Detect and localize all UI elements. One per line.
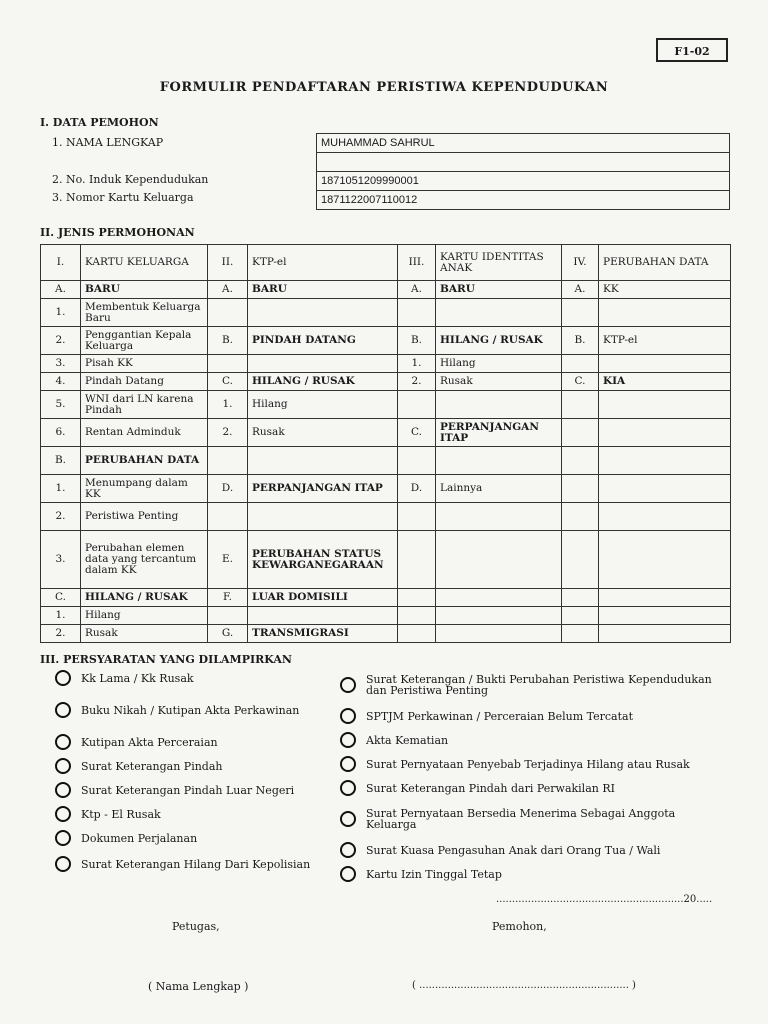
checkbox-circle-icon[interactable] [340,677,356,693]
item-label [599,503,731,531]
applicant-data-table [316,133,730,210]
requirement-label: Surat Keterangan Pindah Luar Negeri [81,783,295,797]
item-label[interactable]: PERUBAHAN DATA [81,447,208,475]
checkbox-circle-icon[interactable] [55,702,71,718]
item-code [398,503,436,531]
item-label [248,299,398,327]
item-label[interactable]: LUAR DOMISILI [248,589,398,607]
table-row [41,281,731,299]
checkbox-circle-icon[interactable] [55,782,71,798]
nik-label: 2. No. Induk Kependudukan [52,173,209,186]
item-code: 2. [398,373,436,391]
requirement-label: Buku Nikah / Kutipan Akta Perkawinan [81,703,300,717]
table-row [41,589,731,607]
checkbox-circle-icon[interactable] [340,866,356,882]
header-cell: KARTU KELUARGA [81,245,208,281]
item-label[interactable]: Penggantian Kepala Keluarga [81,327,208,355]
requirement-label: Kartu Izin Tinggal Tetap [366,867,502,881]
item-label [436,299,562,327]
nama-field-line2[interactable] [317,153,730,172]
item-code: 2. [41,625,81,643]
requirement-item[interactable] [340,708,720,724]
item-label [248,447,398,475]
item-label[interactable]: BARU [248,281,398,299]
item-label[interactable]: Lainnya [436,475,562,503]
section-1-heading: I. DATA PEMOHON [40,116,159,129]
table-header-row [41,245,731,281]
item-code [562,625,599,643]
item-label[interactable]: Perubahan elemen data yang tercantum dalam KK [81,531,208,589]
requirement-label: Surat Pernyataan Bersedia Menerima Sebagai Anggota Keluarga [366,807,676,831]
item-code [398,299,436,327]
requirement-label: Akta Kematian [366,733,449,747]
item-label[interactable]: WNI dari LN karena Pindah [81,391,208,419]
item-code: C. [41,589,81,607]
item-label [436,447,562,475]
item-code [208,355,248,373]
checkbox-circle-icon[interactable] [340,708,356,724]
table-row [41,607,731,625]
item-code: C. [562,373,599,391]
item-code: C. [398,419,436,447]
item-code [398,625,436,643]
form-code: F1-02 [656,38,728,62]
item-label[interactable]: Hilang [248,391,398,419]
item-code [562,419,599,447]
requirement-item[interactable] [55,856,325,872]
requirement-item[interactable] [55,702,325,718]
item-code: 3. [41,531,81,589]
item-code: 5. [41,391,81,419]
checkbox-circle-icon[interactable] [340,780,356,796]
item-code [562,355,599,373]
item-label [599,625,731,643]
requirement-label: Ktp - El Rusak [81,807,161,821]
item-code [562,607,599,625]
item-label[interactable]: Menumpang dalam KK [81,475,208,503]
item-code: A. [398,281,436,299]
section-2-heading: II. JENIS PERMOHONAN [40,226,195,239]
item-label [599,531,731,589]
item-code: B. [41,447,81,475]
item-code: 3. [41,355,81,373]
item-label [436,531,562,589]
requirement-item[interactable] [340,808,720,830]
header-cell: PERUBAHAN DATA [599,245,731,281]
item-label[interactable]: HILANG / RUSAK [248,373,398,391]
requirement-label: SPTJM Perkawinan / Perceraian Belum Tercatat [366,709,634,723]
requirement-item[interactable] [55,734,325,750]
table-row [41,419,731,447]
requirement-item[interactable] [340,674,720,696]
checkbox-circle-icon[interactable] [340,811,356,827]
table-row [41,391,731,419]
item-code: A. [208,281,248,299]
item-label[interactable]: KTP-el [599,327,731,355]
section-3-heading: III. PERSYARATAN YANG DILAMPIRKAN [40,653,292,666]
petugas-name: ( Nama Lengkap ) [148,980,249,993]
header-cell: KARTU IDENTITAS ANAK [436,245,562,281]
table-row [41,531,731,589]
item-code: D. [398,475,436,503]
item-label [599,607,731,625]
item-label[interactable]: BARU [436,281,562,299]
checkbox-circle-icon[interactable] [55,758,71,774]
item-label[interactable]: Peristiwa Penting [81,503,208,531]
item-code [208,447,248,475]
requirement-item[interactable] [340,866,720,882]
item-code: 2. [208,419,248,447]
checkbox-circle-icon[interactable] [340,842,356,858]
item-code: 4. [41,373,81,391]
requirement-label: Kutipan Akta Perceraian [81,735,218,749]
table-row [41,299,731,327]
item-label[interactable]: Rusak [248,419,398,447]
item-code: 1. [41,607,81,625]
table-row [41,625,731,643]
item-code [208,299,248,327]
requirement-item[interactable] [55,782,325,798]
item-code: A. [562,281,599,299]
application-type-table [40,244,731,643]
item-label[interactable]: HILANG / RUSAK [81,589,208,607]
item-label[interactable]: KK [599,281,731,299]
item-code [398,531,436,589]
item-code [562,475,599,503]
item-code: 1. [398,355,436,373]
requirement-item[interactable] [55,758,325,774]
item-code: G. [208,625,248,643]
item-label[interactable]: Hilang [436,355,562,373]
item-label [436,625,562,643]
item-code [562,299,599,327]
item-label[interactable]: PERUBAHAN STATUS KEWARGANEGARAAN [248,531,398,589]
kk-label: 3. Nomor Kartu Keluarga [52,191,194,204]
item-label [599,355,731,373]
table-row [41,475,731,503]
item-label [436,503,562,531]
item-code [562,589,599,607]
item-code: 1. [208,391,248,419]
item-label[interactable]: PERPANJANGAN ITAP [248,475,398,503]
nama-label: 1. NAMA LENGKAP [52,136,164,149]
requirement-label: Surat Keterangan Pindah [81,759,223,773]
table-row [41,355,731,373]
item-label [599,475,731,503]
nik-field[interactable]: 1871051209990001 [317,172,730,191]
table-row [41,447,731,475]
item-code: 2. [41,327,81,355]
header-cell: II. [208,245,248,281]
item-label [599,391,731,419]
item-code: C. [208,373,248,391]
item-code: A. [41,281,81,299]
requirement-label: Surat Keterangan Hilang Dari Kepolisian [81,857,311,871]
item-code [398,447,436,475]
item-code [562,447,599,475]
item-label[interactable]: TRANSMIGRASI [248,625,398,643]
pemohon-label: Pemohon, [492,920,547,933]
item-label [436,391,562,419]
petugas-label: Petugas, [172,920,220,933]
item-code: B. [398,327,436,355]
table-row [41,503,731,531]
item-label[interactable]: KIA [599,373,731,391]
item-label [599,299,731,327]
requirement-label: Surat Keterangan Pindah dari Perwakilan RI [366,781,615,795]
checkbox-circle-icon[interactable] [55,670,71,686]
requirement-label: Surat Keterangan / Bukti Perubahan Peristiwa Kependudukan dan Peristiwa Penting [366,673,712,697]
item-code: B. [208,327,248,355]
checkbox-circle-icon[interactable] [55,856,71,872]
item-label[interactable]: Rentan Adminduk [81,419,208,447]
header-cell: III. [398,245,436,281]
table-row [41,373,731,391]
requirement-item[interactable] [340,756,720,772]
item-label[interactable]: Rusak [436,373,562,391]
item-label[interactable]: HILANG / RUSAK [436,327,562,355]
item-label [248,355,398,373]
requirement-label: Kk Lama / Kk Rusak [81,671,194,685]
item-code [208,607,248,625]
item-label[interactable]: Pisah KK [81,355,208,373]
date-line: ...........................................................20..... [496,894,713,905]
item-label[interactable]: Pindah Datang [81,373,208,391]
checkbox-circle-icon[interactable] [340,756,356,772]
table-row [41,327,731,355]
item-code [208,503,248,531]
checkbox-circle-icon[interactable] [340,732,356,748]
item-code [562,503,599,531]
item-code: 1. [41,475,81,503]
requirement-item[interactable] [340,732,720,748]
item-label[interactable]: PINDAH DATANG [248,327,398,355]
item-code [562,531,599,589]
item-code [398,391,436,419]
header-cell: IV. [562,245,599,281]
item-code: D. [208,475,248,503]
requirement-label: Surat Kuasa Pengasuhan Anak dari Orang Tua / Wali [366,843,661,857]
requirement-label: Surat Pernyataan Penyebab Terjadinya Hilang atau Rusak [366,757,690,771]
item-label[interactable]: Membentuk Keluarga Baru [81,299,208,327]
requirement-item[interactable] [55,670,325,686]
item-code: 1. [41,299,81,327]
requirement-item[interactable] [340,842,720,858]
item-code [562,391,599,419]
item-label [248,607,398,625]
requirement-label: Dokumen Perjalanan [81,831,198,845]
item-label [436,589,562,607]
item-code: F. [208,589,248,607]
item-label [599,419,731,447]
item-label [599,589,731,607]
requirement-item[interactable] [55,806,325,822]
kk-field[interactable]: 1871122007110012 [317,191,730,210]
nama-field[interactable]: MUHAMMAD SAHRUL [317,134,730,153]
item-label[interactable]: PERPANJANGAN ITAP [436,419,562,447]
header-cell: KTP-el [248,245,398,281]
item-label [436,607,562,625]
form-title: FORMULIR PENDAFTARAN PERISTIWA KEPENDUDUKAN [159,80,609,95]
pemohon-name-blank: ( .................................................................. ) [412,980,636,991]
checkbox-circle-icon[interactable] [55,806,71,822]
item-code: 2. [41,503,81,531]
requirement-item[interactable] [55,830,325,846]
checkbox-circle-icon[interactable] [55,734,71,750]
item-label [599,447,731,475]
item-code: E. [208,531,248,589]
item-label [248,503,398,531]
item-label[interactable]: Rusak [81,625,208,643]
item-code [398,607,436,625]
requirement-item[interactable] [340,780,720,796]
header-cell: I. [41,245,81,281]
item-label[interactable]: Hilang [81,607,208,625]
item-code [398,589,436,607]
item-code: B. [562,327,599,355]
item-code: 6. [41,419,81,447]
item-label[interactable]: BARU [81,281,208,299]
checkbox-circle-icon[interactable] [55,830,71,846]
